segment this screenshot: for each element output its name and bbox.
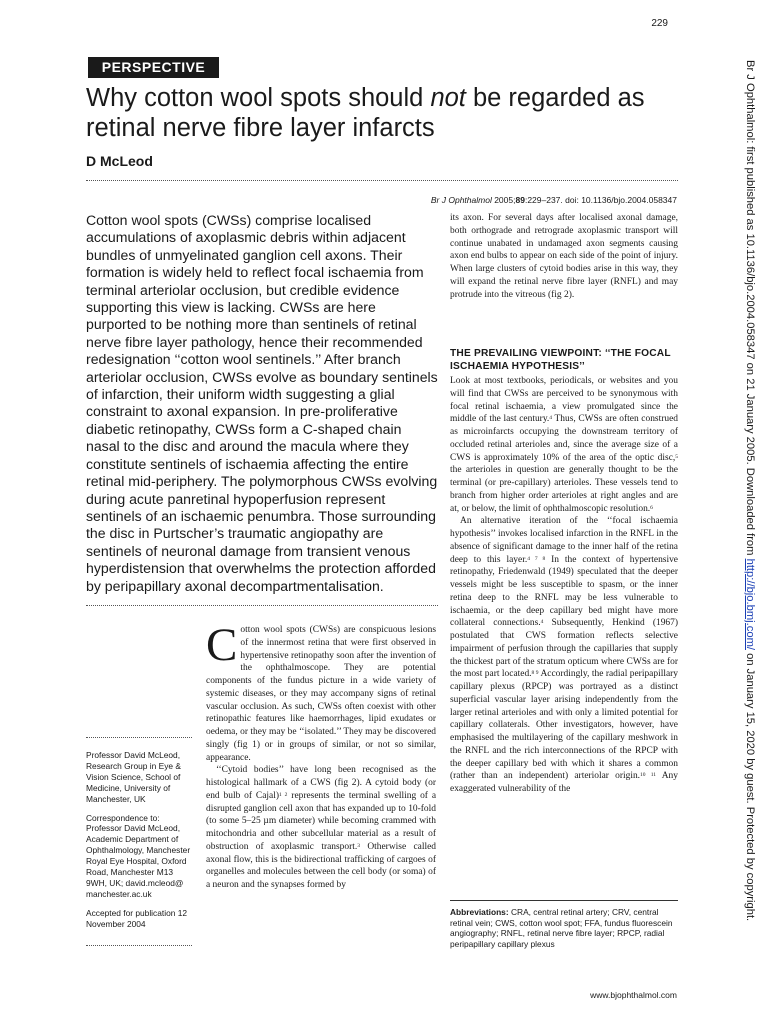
reference-sup: 8 9: [531, 670, 539, 677]
abstract: Cotton wool spots (CWSs) comprise localised accumulations of axoplasmic debris within adjacent bundles of unmyelinated ganglion cell axons. Their formation is widely held to reflect focal ischaemia from terminal arteriolar occlusion, but credible evidence supporting this view is lacking. CWSs are here purported to be nothing more than sentinels of retinal nerve fibre layer pathology, hence their recommended redesignation ‘‘cotton wool sentinels.’’ After branch arteriolar occlusion, CWSs evolve as boundary sentinels of infarction, their uniform width suggesting a glial constraint to axonal expansion. In pre-proliferative diabetic retinopathy, CWSs form a C-shaped chain nasal to the disc and around the macula where they constitute sentinels of ischaemia affecting the entire retinal mid-periphery. The polymorphous CWSs evolving during acute panretinal hypoperfusion represent sentinels of an ischaemic penumbra. Those surrounding the disc in Purtscher’s traumatic angiopathy are sentinels of neuronal damage from transient venous hyperdistension that overwhelms the protection afforded by peripapillary axonal decompartmentalisation.: [86, 212, 438, 594]
title-emphasis: not: [430, 84, 466, 112]
citation-journal: Br J Ophthalmol: [430, 195, 492, 205]
reference-sup: 3: [357, 842, 360, 849]
paragraph-alternative-b: In the context of hypertensive retinopathy, Friedenwald (1949) speculated that the deeper vessels might be less susceptible to spasm, or the inner retina deep to the RNFL may be less vulnerable to ischaemia, or the deep capillary bed might have more collateral connections.: [450, 554, 678, 629]
reference-sup: 1 2: [279, 791, 288, 798]
affiliation-block: [86, 750, 196, 938]
citation-volume: 89: [515, 195, 525, 205]
paragraph-continuation: its axon. For several days after localised axonal damage, both orthograde and retrograde axoplasmic transport will continue unabated in undamaged axon segments causing axon end bulbs to appear on each side of the point of injury. When large clusters of cytoid bodies arise in this way, they will expand the retinal nerve fibre layer (RNFL) and may protrude into the vitreous (fig 2).: [450, 213, 678, 300]
side-banner: [742, 60, 758, 965]
paragraph-textbooks-c: the arterioles in question are generally thought to be the terminal (or pre-capillary) arterioles. These vessels tend to branch from higher order arterioles at right angles and are at, or below, the limit of ophthalmoscopic resolution.: [450, 465, 678, 514]
article-title: [86, 83, 686, 143]
footer-url: www.bjophthalmol.com: [590, 990, 677, 1000]
paragraph-textbooks: [450, 375, 678, 515]
paragraph-alternative-c: Subsequently, Henkind (1967) postulated that CWS formation reflects selective impairment of perfusion through the capillaries that supply the thickest part of the stratum opticum where CWSs are for the most part located.: [450, 618, 678, 680]
drop-cap: C: [206, 619, 238, 671]
reference-sup: 6: [650, 504, 653, 511]
paragraph-intro: [206, 619, 436, 764]
abstract-divider: [86, 605, 438, 606]
paragraph-cytoid-text-c: Otherwise called axonal flow, this is the bidirectional trafficking of cargoes of organelles and molecules between the cell body (or soma) of a neuron and the synapses formed by: [206, 841, 436, 890]
section-badge: PERSPECTIVE: [88, 57, 219, 78]
paragraph-textbooks-a: Look at most textbooks, periodicals, or websites and you will find that CWSs are perceived to be synonymous with focal retinal ischaemia, a view promulgated since the middle of the last century.: [450, 376, 678, 425]
author-name: D McLeod: [86, 153, 153, 169]
citation: [431, 195, 677, 205]
affiliation-divider-bottom: [86, 945, 192, 946]
paragraph-intro-text: otton wool spots (CWSs) are conspicuous lesions of the innermost retina that were first observed in hypertensive retinopathy soon after the invention of the ophthalmoscope. They are potential components of the fundus picture in a wide variety of systemic diseases, or they may accompany signs of retinal vascular occlusion. As such, CWSs often coexist with other retinopathic features like haemorrhages, lipid exudates or oedema, or they may be ‘‘isolated.’’ They may be discovered singly (fig 1) or in groups of similar, or not so similar, appearance.: [206, 625, 436, 763]
abbreviations-text: CRA, central retinal artery; CRV, central retinal vein; CWS, cotton wool spot; FFA, fundus fluorescein angiography; RNFL, retinal nerve fibre layer; RPCP, radial peripapillary capillary plexus: [450, 907, 673, 950]
title-part-1: Why cotton wool spots should: [86, 84, 431, 112]
title-part-2: be regarded as retinal nerve fibre layer infarcts: [86, 84, 645, 142]
side-banner-before: Br J Ophthalmol: first published as 10.1136/bjo.2004.058347 on 21 January 2005. Downloaded from: [744, 60, 756, 559]
accepted-date: Accepted for publication 12 November 2004: [86, 907, 188, 929]
body-column-right-top: [450, 212, 678, 301]
abbreviations-box: [450, 907, 678, 950]
abbreviations-divider: [450, 900, 678, 901]
paragraph-alternative: [450, 515, 678, 796]
reference-sup: 4: [549, 415, 553, 422]
section-heading: THE PREVAILING VIEWPOINT: ‘‘THE FOCAL ISCHAEMIA HYPOTHESIS’’: [450, 348, 671, 372]
paragraph-cytoid-text-b: represents the terminal swelling of a disrupted ganglion cell axon that has expanded up to 10-fold (to some 5–25 µm diameter) while becoming crammed with mitochondria and other subcellular material as a result of obstruction of axoplasmic transport.: [206, 790, 437, 852]
citation-year: 2005;: [491, 195, 516, 205]
download-link[interactable]: http://bjo.bmj.com/: [744, 558, 756, 650]
paragraph-textbooks-b: Thus, CWSs are often construed as microinfarcts occupying the downstream territory of occluded retinal arterioles and, since the average size of a CWS is approximately 10% of the area of the optic disc,: [450, 414, 678, 463]
page-number: 229: [651, 18, 668, 29]
author-affiliation: Professor David McLeod, Research Group in Eye & Vision Science, School of Medicine, University of Manchester, UK: [86, 750, 181, 804]
reference-sup: 5: [675, 453, 678, 460]
body-column-left: [206, 619, 437, 892]
paragraph-alternative-a: An alternative iteration of the ‘‘focal ischaemia hypothesis’’ invokes localised infarction in the RNFL in the absence of significant damage to the inner half of the retina deep to this layer.: [450, 516, 678, 565]
header-divider: [86, 180, 678, 181]
side-banner-after: on January 15, 2020 by guest. Protected by copyright.: [744, 650, 756, 922]
affiliation-divider-top: [86, 737, 192, 738]
abbreviations-label: Abbreviations:: [450, 907, 509, 917]
reference-sup: 10 11: [640, 772, 657, 779]
body-column-right: [450, 375, 678, 796]
side-banner-text: [742, 60, 758, 965]
paragraph-cytoid-text-a: ‘‘Cytoid bodies’’ have long been recognised as the histological hallmark of a CWS (fig 2). A cytoid body (or end bulb of Cajal): [206, 765, 436, 801]
correspondence: Correspondence to: Professor David McLeod, Academic Department of Ophthalmology, Manchester Royal Eye Hospital, Oxford Road, Manchester M13 9WH, UK; david.mcleod@ manchester.ac.uk: [86, 812, 191, 899]
paragraph-alternative-e: Any exaggerated vulnerability of the: [450, 771, 678, 794]
reference-sup: 4 7 8: [527, 555, 546, 562]
paragraph-alternative-d: Accordingly, the radial peripapillary capillary plexus (RPCP) was portrayed as a distinct superficial vascular layer arising independently from the larger retinal arterioles and with only a limited potential for capillary collaterals. Other investigators, however, have emphasised the multilayering of the capillary meshwork in the RNFL and the rich interconnections of the RPCP with the deeper capillary bed with which it shares a common (rather than an independent) arteriolar origin.: [450, 669, 678, 782]
paragraph-cytoid: [206, 764, 436, 892]
reference-sup: 4: [540, 619, 544, 626]
citation-rest: :229–237. doi: 10.1136/bjo.2004.058347: [524, 195, 677, 205]
